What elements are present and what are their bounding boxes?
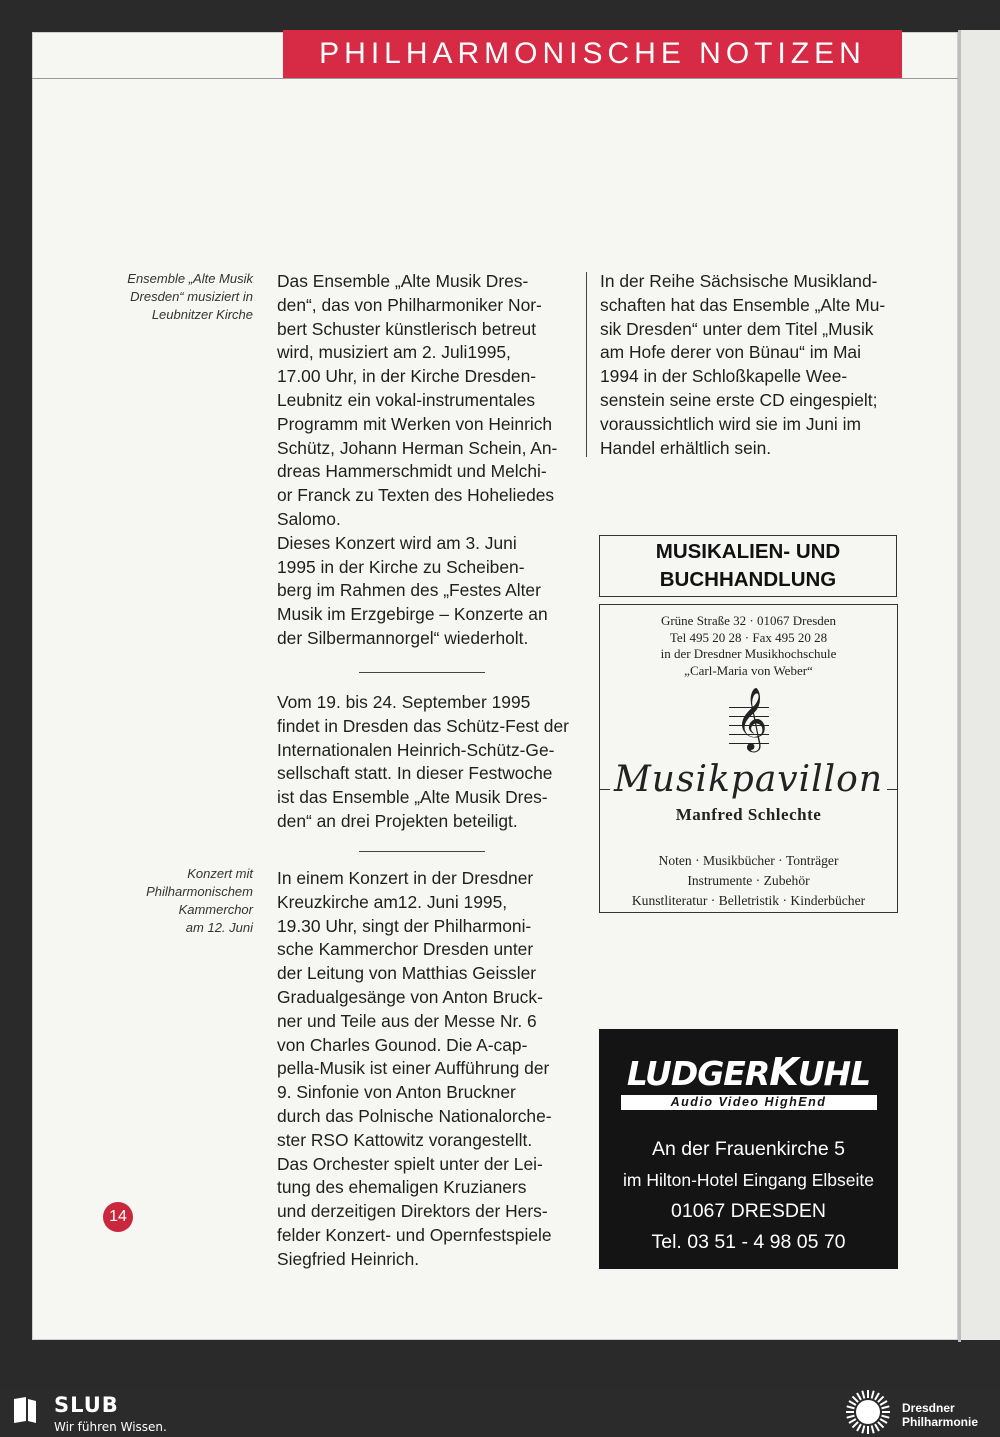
ad-product-line: Instrumente · Zubehör	[687, 873, 810, 888]
ad-kuhl-logo	[599, 1050, 898, 1094]
logo-ray	[875, 1424, 879, 1431]
logo-ray	[847, 1416, 855, 1418]
article-kammerchor	[277, 867, 575, 1272]
text-line: Programm mit Werken von Heinrich	[277, 413, 553, 434]
side-note-line: Leubnitzer Kirche	[151, 307, 253, 322]
text-line: wird, musiziert am 2. Juli1995,	[277, 342, 511, 363]
text-line: berg im Rahmen des „Festes Alter	[277, 580, 541, 601]
text-line: Salomo.	[277, 508, 341, 529]
text-line: und derzeitigen Direktors der Hers-	[277, 1201, 548, 1222]
text-line: den“, das von Philharmoniker Nor-	[277, 294, 542, 315]
text-line: durch das Polnische Nationalorche-	[277, 1105, 552, 1126]
ad-address-line: Tel. 03 51 - 4 98 05 70	[651, 1231, 846, 1253]
logo-ray	[878, 1422, 884, 1428]
paragraph	[600, 270, 900, 460]
text-line: Musik im Erzgebirge – Konzerte an	[277, 604, 548, 625]
text-line: voraussichtlich wird sie im Juni im	[600, 413, 861, 434]
ad-kuhl-tagline: Audio Video HighEnd	[621, 1095, 877, 1110]
text-line: In der Reihe Sächsische Musikland-	[600, 271, 878, 291]
text-line: sche Kammerchor Dresden unter	[277, 939, 534, 960]
logo-ray	[882, 1406, 890, 1408]
logo-ray	[862, 1391, 864, 1399]
column-rule	[586, 272, 587, 457]
paragraph	[277, 270, 575, 532]
text-line: Dieses Konzert wird am 3. Juni	[277, 532, 517, 553]
text-line: findet in Dresden das Schütz-Fest der	[277, 715, 569, 736]
slub-name: SLUB	[54, 1393, 119, 1417]
side-note-ensemble	[103, 270, 253, 324]
ad-ludger-kuhl	[599, 1029, 898, 1269]
text-line: pella-Musik ist einer Aufführung der	[277, 1058, 550, 1079]
ad-owner: Manfred Schlechte	[675, 805, 822, 824]
text-line: sellschaft statt. In dieser Festwoche	[277, 763, 553, 784]
show-through-text	[268, 102, 588, 156]
text-line: Gradualgesänge von Anton Bruck-	[277, 986, 543, 1007]
section-divider	[359, 851, 485, 852]
logo-ray	[852, 1396, 858, 1402]
page-number: 14	[103, 1202, 133, 1232]
logo-ray	[875, 1393, 879, 1400]
slub-logo-icon	[12, 1395, 38, 1425]
partner-name-line: Dresdner	[902, 1401, 955, 1415]
logo-part: K	[769, 1050, 798, 1094]
logo-ray	[857, 1424, 861, 1431]
text-line: Das Ensemble „Alte Musik Dres-	[277, 271, 529, 291]
text-line: ist das Ensemble „Alte Musik Dres-	[277, 787, 548, 808]
ad-address-line: An der Frauenkirche 5	[652, 1138, 845, 1160]
text-line: 1994 in der Schloßkapelle Wee-	[600, 366, 848, 387]
treble-clef-icon: 𝄞	[729, 697, 769, 751]
ad-product-line: Noten · Musikbücher · Tonträger	[658, 853, 839, 868]
logo-part: UHL	[797, 1054, 871, 1093]
text-line: 9. Sinfonie von Anton Bruckner	[277, 1082, 516, 1103]
page-gutter	[958, 30, 961, 1342]
text-line: Internationalen Heinrich-Schütz-Ge-	[277, 739, 555, 760]
section-header	[283, 30, 902, 78]
article-schuetz-fest	[277, 691, 575, 834]
text-line: Vom 19. bis 24. September 1995	[277, 692, 531, 712]
header-rule	[32, 78, 958, 79]
ad-brand-name: Musikpavillon	[610, 757, 887, 803]
side-note-line: Ensemble „Alte Musik	[127, 271, 253, 286]
text-line: schaften hat das Ensemble „Alte Mu-	[600, 294, 886, 315]
text-line: ner und Teile aus der Messe Nr. 6	[277, 1010, 537, 1031]
text-line: 17.00 Uhr, in der Kirche Dresden-	[277, 366, 537, 387]
logo-part: LUDGER	[626, 1054, 770, 1093]
ad-kuhl-address	[599, 1134, 898, 1258]
text-line: Leubnitz ein vokal-instrumentales	[277, 389, 536, 410]
text-line: Handel erhältlich sein.	[600, 437, 772, 458]
ad-product-line: Kunstliteratur · Belletristik · Kinderbücher	[631, 893, 866, 908]
text-line: den“ an drei Projekten beteiligt.	[277, 810, 518, 831]
ad-title-line: MUSIKALIEN- UND	[655, 540, 841, 563]
ad-address-line: im Hilton-Hotel Eingang Elbseite	[623, 1170, 874, 1190]
side-note-line: Kammerchor	[178, 902, 253, 917]
logo-ray	[849, 1401, 856, 1405]
ad-address-line: Grüne Straße 32 · 01067 Dresden	[660, 613, 837, 628]
logo-ray	[857, 1393, 861, 1400]
ad-address-line: „Carl-Maria von Weber“	[684, 662, 813, 678]
partner-name	[902, 1401, 978, 1429]
text-line: senstein seine erste CD eingespielt;	[600, 389, 878, 410]
article-ensemble	[277, 270, 575, 651]
logo-ray	[847, 1406, 855, 1408]
paragraph	[277, 691, 575, 834]
ad-brand	[600, 757, 897, 803]
paragraph	[277, 867, 575, 1272]
ad-title-line: BUCHHANDLUNG	[659, 568, 837, 591]
ad-address-line: in der Dresdner Musikhochschule	[660, 646, 837, 661]
logo-ray	[880, 1419, 887, 1423]
text-line: 19.30 Uhr, singt der Philharmoni-	[277, 915, 532, 936]
paragraph	[277, 532, 575, 651]
logo-ray	[862, 1426, 864, 1434]
side-note-line: Konzert mit	[187, 866, 253, 881]
logo-ray	[880, 1401, 887, 1405]
logo-ray	[849, 1419, 856, 1423]
ad-products	[600, 851, 897, 911]
article-cd	[600, 270, 900, 460]
logo-ray	[872, 1426, 874, 1434]
logo-ray	[872, 1391, 874, 1399]
text-line: tung des ehemaligen Kruzianers	[277, 1177, 527, 1198]
ad-musikalien-title	[599, 535, 897, 597]
side-note-line: Philharmonischem	[146, 884, 253, 899]
side-note-konzert	[103, 865, 253, 937]
text-line: Das Orchester spielt unter der Lei-	[277, 1153, 543, 1174]
text-line: 1995 in der Kirche zu Scheiben-	[277, 556, 525, 577]
ad-address-line: Tel 495 20 28 · Fax 495 20 28	[669, 629, 828, 645]
text-line: felder Konzert- und Opernfestspiele	[277, 1224, 552, 1245]
ad-address-line: 01067 DRESDEN	[671, 1200, 826, 1222]
side-note-line: am 12. Juni	[185, 920, 253, 935]
logo-ray	[852, 1422, 858, 1428]
next-page-edge	[960, 30, 1000, 1340]
partner-name-line: Philharmonie	[902, 1415, 979, 1429]
section-header-title: PHILHARMONISCHE NOTIZEN	[319, 37, 866, 70]
text-line: der Leitung von Matthias Geissler	[277, 963, 537, 984]
text-line: Schütz, Johann Herman Schein, An-	[277, 437, 558, 458]
text-line: bert Schuster künstlerisch betreut	[277, 318, 537, 339]
logo-ray	[882, 1416, 890, 1418]
text-line: der Silbermannorgel“ wiederholt.	[277, 627, 529, 648]
text-line: ster RSO Kattowitz vorangestellt.	[277, 1129, 533, 1150]
text-line: Siegfried Heinrich.	[277, 1248, 420, 1269]
text-line: dreas Hammerschmidt und Melchi-	[277, 461, 547, 482]
ad-address	[600, 613, 897, 679]
slub-tagline: Wir führen Wissen.	[54, 1420, 167, 1434]
text-line: sik Dresden“ unter dem Titel „Musik	[600, 318, 874, 339]
logo-ray	[878, 1396, 884, 1402]
section-divider	[359, 672, 485, 673]
ad-musikalien	[599, 604, 898, 913]
text-line: am Hofe derer von Bünau“ im Mai	[600, 342, 861, 363]
side-note-line: Dresden“ musiziert in	[130, 289, 253, 304]
dresdner-philharmonie-logo-icon	[842, 1388, 894, 1436]
text-line: or Franck zu Texten des Hoheliedes	[277, 485, 555, 506]
text-line: In einem Konzert in der Dresdner	[277, 868, 534, 888]
text-line: von Charles Gounod. Die A-cap-	[277, 1034, 528, 1055]
text-line: Kreuzkirche am12. Juni 1995,	[277, 891, 508, 912]
